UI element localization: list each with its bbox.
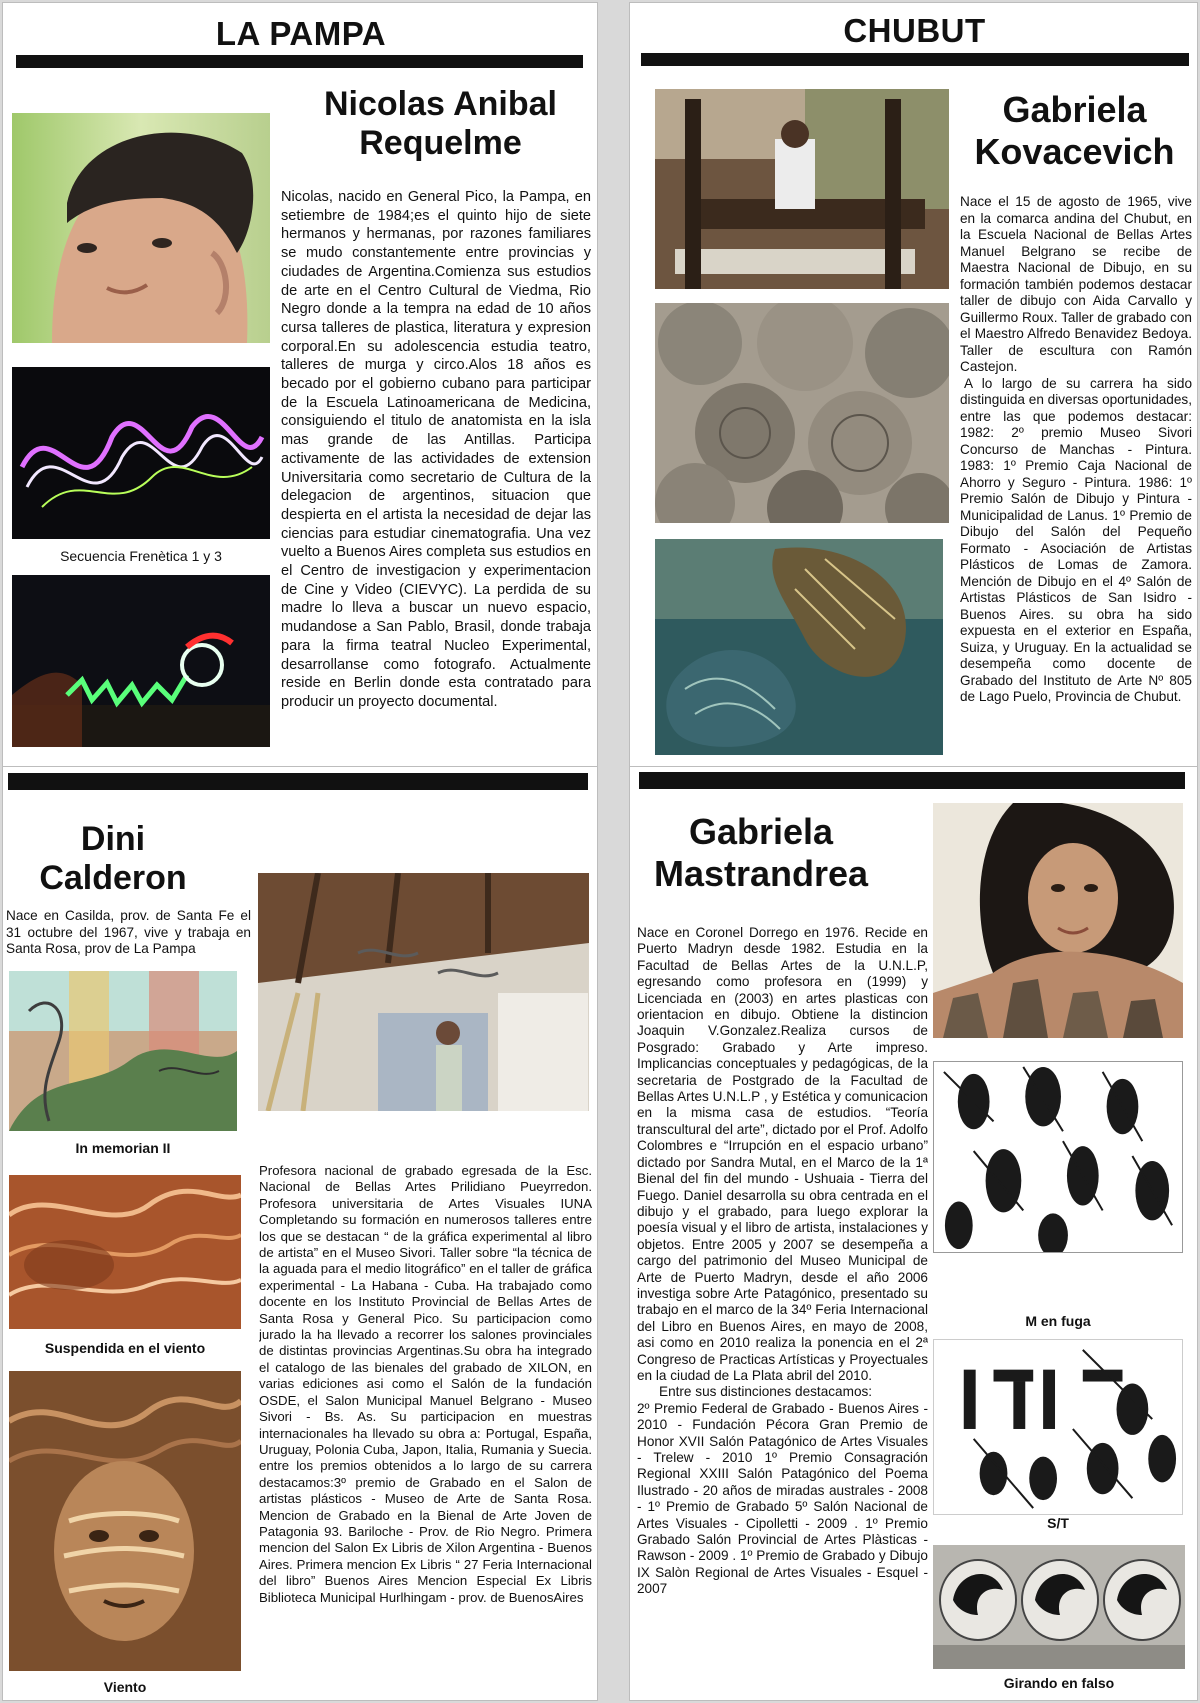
artwork-caption: Viento — [103, 1679, 147, 1695]
artist-bio — [960, 194, 1192, 739]
divider-bar — [639, 772, 1185, 789]
artist-name — [636, 811, 886, 895]
artist-name-line2: Kovacevich — [974, 130, 1175, 172]
artist-name-line1: Gabriela — [1002, 89, 1147, 130]
panel-la-pampa — [2, 2, 598, 810]
artwork-caption: In memorian II — [75, 1140, 171, 1156]
weaving-photo — [655, 89, 949, 289]
artist-name-line2: Calderon — [39, 859, 187, 898]
ink-drawing — [933, 1061, 1183, 1253]
portrait-photo — [933, 803, 1183, 1038]
artist-name — [283, 85, 598, 164]
divider-bar — [641, 53, 1189, 66]
artwork-caption: S/T — [1047, 1515, 1069, 1531]
light-painting-photo — [12, 575, 270, 747]
portrait-photo — [12, 113, 270, 343]
print-artwork — [933, 1545, 1185, 1669]
artist-name-line2: Requelme — [359, 124, 522, 163]
panel-gabriela-mastrandrea — [629, 766, 1198, 1701]
woodcut-artwork — [9, 1371, 241, 1671]
divider-bar — [16, 55, 583, 68]
bio-paragraph: Entre sus distinciones destacamos: — [659, 1384, 873, 1400]
bio-paragraph: Nace el 15 de agosto de 1965, vive en la comarca andina del Chubut, en la Escuela Nacional de Bellas Artes Manuel Belgrano se recibe de Maestra Nacional de Dibujo, en su formación también podemos destacar taller de dibujo con Aida Carvallo y Guillermo Roux. Taller de grabado con el Maestro Alfredo Benavidez Bedoya. Taller de escultura con Ramón Castejon. — [960, 194, 1192, 374]
panel-dini-calderon — [2, 766, 598, 1701]
artist-name-line1: Gabriela — [688, 811, 834, 852]
panel-chubut — [629, 2, 1198, 784]
artist-intro: Nace en Casilda, prov. de Santa Fe el 31 octubre del 1967, vive y trabaja en Santa Rosa, prov de La Pampa — [6, 908, 251, 956]
artwork-caption: Girando en falso — [1003, 1675, 1115, 1691]
artist-name — [950, 89, 1199, 173]
artist-bio: Profesora nacional de grabado egresada de la Esc. Nacional de Bellas Artes Prilidiano Pueyrredon. Profesora universitaria de Artes Visuales IUNA Completando su formación en numerosos talleres entre los que se destacan “ de la gráfica experimental al libro de artista” en el Museo Sivori. Taller sobre “la técnica de la aguada para el medio litográfico” en el taller de gráfica experimental - La Habana - Cuba. Ha trabajado como docente en los Instituto Provincial de Bellas Artes de Santa Rosa y General Pico. Su participacion como jurado la ha llevado a recorrer los salones provinciales de distintas provincias Argentinas.Su obra ha integrado el catalogo de las bienales del grabado de XILON, en varias ediciones asi como el Salón de la fundación OSDE, el Salon Municipal Manuel Belgrano - Museo Sivori - Bs. As. Su participacion en muestras internacionales ha llevado su obra a: Portugal, España, Uruguay, Polonia Cuba, Japon, Italia, Rumania y Suecia. entre los premios obtenidos a lo largo de su carrera destacamos:3º premio de Grabado en el Salon de artistas plásticos - Museo de Arte de Santa Rosa. Mencion de Grabado en la Bienal de Arte Joven de Patagonia 93. Bariloche - Prov. de Rio Negro. Primera mencion del Salon Ex Libris de Xilon Argentina - Buenos Aires. Primera mencion Ex Libris “ 27 Feria Internacional del libro” Buenos Aires Mencion Especial Ex Libris Biblioteca Municipal Hurlhingam - prov. de BuenosAires — [259, 1163, 592, 1605]
province-heading: LA PAMPA — [215, 15, 387, 52]
artist-name-line2: Mastrandrea — [653, 852, 869, 894]
painting — [655, 539, 943, 755]
artist-name-line1: Nicolas Anibal — [323, 85, 558, 123]
bio-paragraph: Nace en Coronel Dorrego en 1976. Recide en Puerto Madryn desde 1982. Estudia en la Facultad de Bellas Artes de la U.N.L.P, egresando como profesora en (1999) y Licenciada en (2003) en artes plasticas con orientacion en dibujo. Obtiene la distincion Joaquin V.Gonzalez.Realiza cursos de Posgrado: Grabado y Arte impreso. Implicancias conceptuales y pedagógicas, de la secretaria de Postgrado de la Facultad de Bellas Artes U.N.L.P , y Estética y comunicacion en la misma casa de estudios. “Teoría transcultural del arte”, dictado por el Prof. Adolfo Colombres e “Irrupción en el espacio urbano” dictado por Sandra Mutal, en el Marco de la 1ª Bienal del fin del mundo - Ushuaia - Tierra del Fuego. Daniel desarrolla su obra centrada en el dibujo y el grabado, para luego explorar la poesía visual y el libro de artista, instalaciones y objetos. Entre 2005 y 2007 se desempeña a cargo del patrimonio del Museo Municipal de Arte de Puerto Madryn, desde el año 2006 investiga sobre Arte Patagónico, presentado su trabajo en el marco de la 34º Feria Internacional del Libro en Buenos Aires, en mayo de 2008, asi como en 2010 realiza la ponencia en el 2ª Congreso de Practicas Artísticas y Proyectuales en la ciudad de La Plata abril del 2010. — [637, 925, 928, 1383]
light-painting-photo — [12, 367, 270, 539]
artist-bio: Nicolas, nacido en General Pico, la Pampa, en setiembre de 1984;es el quinto hijo de siete hermanos y hermanas, por razones familiares se mudo constantemente entre provincias y ciudades de Argentina.Comienza sus estudios de arte en el Centro Cultural de Viedma, Rio Negro donde a la tempra na edad de 10 años cursa talleres de plastica, literatura y expresion corporal.En su adolescencia estudia teatro, talleres de murga y circo.Alos 18 años es becado por el gobierno cubano para participar de la Escuela Latinoamericana de Medicina, consiguiendo el titulo de anatomista en la isla mas grande de las Antillas. Participa activamente de las actividades de extension Universitaria como secretario de Cultura de la delegacion de argentinos, situacion que despierta en el artista la necesidad de dejar las ciencias para estudiar cinematografia. Una vez vuelto a Buenos Aires completa sus estudios en el Centro de investigacion y experimentacion de Cine y Video (CIEVYC). La perdida de su madre lo lleva a buscar un nuevo espacio, mudandose a San Pablo, Brasil, donde trabaja para la firma teatral Nucleo Experimental, desarrollanse como fotografo. Actualmente reside en Berlin donde esta contratado para producir un proyecto documental. — [281, 189, 591, 710]
artwork-caption: Secuencia Frenètica 1 y 3 — [60, 548, 222, 564]
divider-bar — [8, 773, 588, 790]
province-heading: CHUBUT — [843, 12, 986, 49]
artist-name-line1: Dini — [80, 820, 146, 858]
print-artwork — [9, 971, 237, 1131]
artist-name — [3, 820, 223, 899]
ink-drawing — [933, 1339, 1183, 1515]
woodcut-artwork — [9, 1175, 241, 1329]
bio-paragraph: 2º Premio Federal de Grabado - Buenos Aires - 2010 - Fundación Pécora Gran Premio de Honor XVII Salón Patagónico de Artes Visuales - Trelew - 2010 1º Premio Consagración Regional XXIII Salón Patagónico del Poema Ilustrado - 20 años de miradas australes - 2008 - 1º Premio de Grabado 5º Salón Nacional de Artes Visuales - Cipolletti - 2009 . 1º Premio Grabado Salón Provincial de Artes Plàsticas - Rawson - 2009 . 1º Premio de Grabado y Dibujo IX Salòn Regional de Artes Visuales - Esquel - 2007 — [637, 1400, 928, 1597]
artist-bio — [637, 925, 928, 1680]
artwork-caption: Suspendida en el viento — [44, 1340, 206, 1356]
studio-photo — [258, 873, 589, 1111]
wood-texture-photo — [655, 303, 949, 523]
artwork-caption: M en fuga — [1025, 1313, 1091, 1329]
bio-paragraph: A lo largo de su carrera ha sido distinguida en diversas oportunidades, entre las que podemos destacar: 1982: 2º premio Museo Sivori Concurso de Manchas - Pintura. 1983: 1º Premio Caja Nacional de Ahorro y Seguro - Pintura. 1986: 1º Premio Salón de Dibujo y Pintura - Municipalidad de Lanus. 1º Premio de Dibujo del Salón del Pequeño Formato - Asociación de Artistas Plásticos de Lomas de Zamora. Mención de Dibujo en el 4º Salón de Artistas Plásticos de San Isidro - Buenos Aires. su obra ha sido expuesta en el exterior en España, Suiza, y Uruguay. En la actualidad se desempeña como docente de Grabado del Instituto de Arte Nº 805 de Lago Puelo, Provincia de Chubut. — [960, 375, 1192, 704]
